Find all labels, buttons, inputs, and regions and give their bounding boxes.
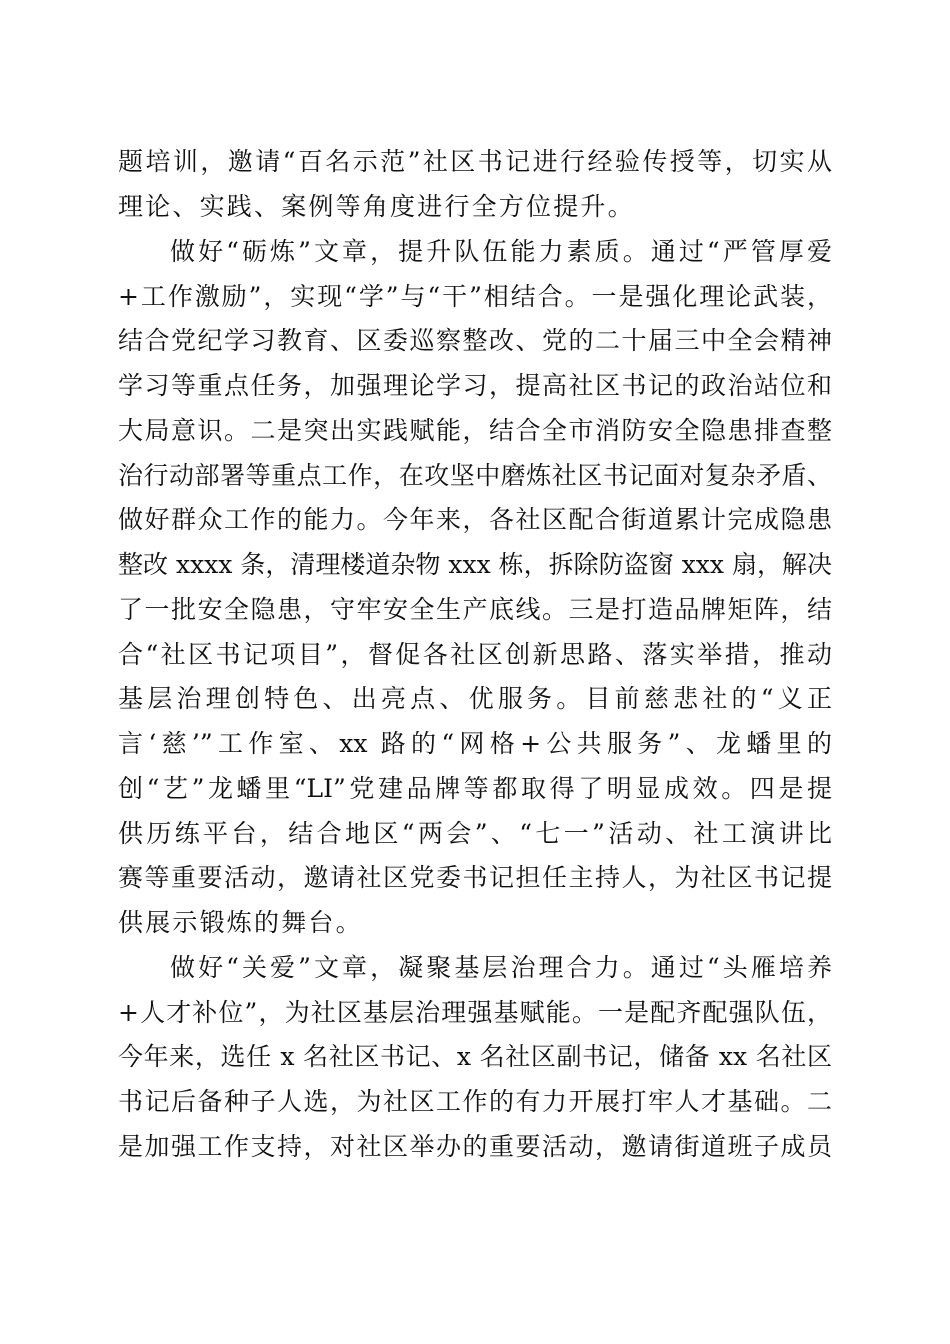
text-line: 今年来，选任 x 名社区书记、x 名社区副书记，储备 xx 名社区 (118, 1042, 832, 1071)
text-line: 学习等重点任务，加强理论学习，提高社区书记的政治站位和 (118, 371, 832, 400)
text-line: 创“艺”龙蟠里“LI”党建品牌等都取得了明显成效。四是提 (118, 774, 832, 803)
text-line: 言‘慈’”工作室、xx 路的“网格+公共服务”、龙蟠里的 (118, 729, 832, 758)
text-line: 合“社区书记项目”，督促各社区创新思路、落实举措，推动 (118, 640, 832, 669)
text-line: 是加强工作支持，对社区举办的重要活动，邀请街道班子成员 (118, 1132, 832, 1161)
text-line: 供展示锻炼的舞台。 (118, 908, 363, 937)
text-line: 大局意识。二是突出实践赋能，结合全市消防安全隐患排查整 (118, 416, 832, 445)
text-line: 供历练平台，结合地区“两会”、“七一”活动、社工演讲比 (118, 819, 832, 848)
text-line: 结合党纪学习教育、区委巡察整改、党的二十届三中全会精神 (118, 326, 832, 355)
text-line: 做好群众工作的能力。今年来，各社区配合街道累计完成隐患 (118, 505, 832, 534)
text-line: 理论、实践、案例等角度进行全方位提升。 (118, 192, 635, 221)
text-line: 了一批安全隐患，守牢安全生产底线。三是打造品牌矩阵，结 (118, 595, 832, 624)
paragraph-start-line: 做好“关爱”文章，凝聚基层治理合力。通过“头雁培养 (170, 953, 832, 982)
text-line: 题培训，邀请“百名示范”社区书记进行经验传授等，切实从 (118, 147, 832, 176)
text-line: +人才补位”，为社区基层治理强基赋能。一是配齐配强队伍， (118, 998, 832, 1027)
text-line: +工作激励”，实现“学”与“干”相结合。一是强化理论武装， (118, 282, 832, 311)
paragraph-start-line: 做好“砺炼”文章，提升队伍能力素质。通过“严管厚爱 (170, 237, 832, 266)
text-line: 赛等重要活动，邀请社区党委书记担任主持人，为社区书记提 (118, 863, 832, 892)
text-line: 整改 xxxx 条，清理楼道杂物 xxx 栋，拆除防盗窗 xxx 扇，解决 (118, 550, 832, 579)
text-line: 基层治理创特色、出亮点、优服务。目前慈悲社的“义正 (118, 684, 832, 713)
text-line: 治行动部署等重点工作，在攻坚中磨炼社区书记面对复杂矛盾、 (118, 461, 832, 490)
text-line: 书记后备种子人选，为社区工作的有力开展打牢人才基础。二 (118, 1087, 832, 1116)
